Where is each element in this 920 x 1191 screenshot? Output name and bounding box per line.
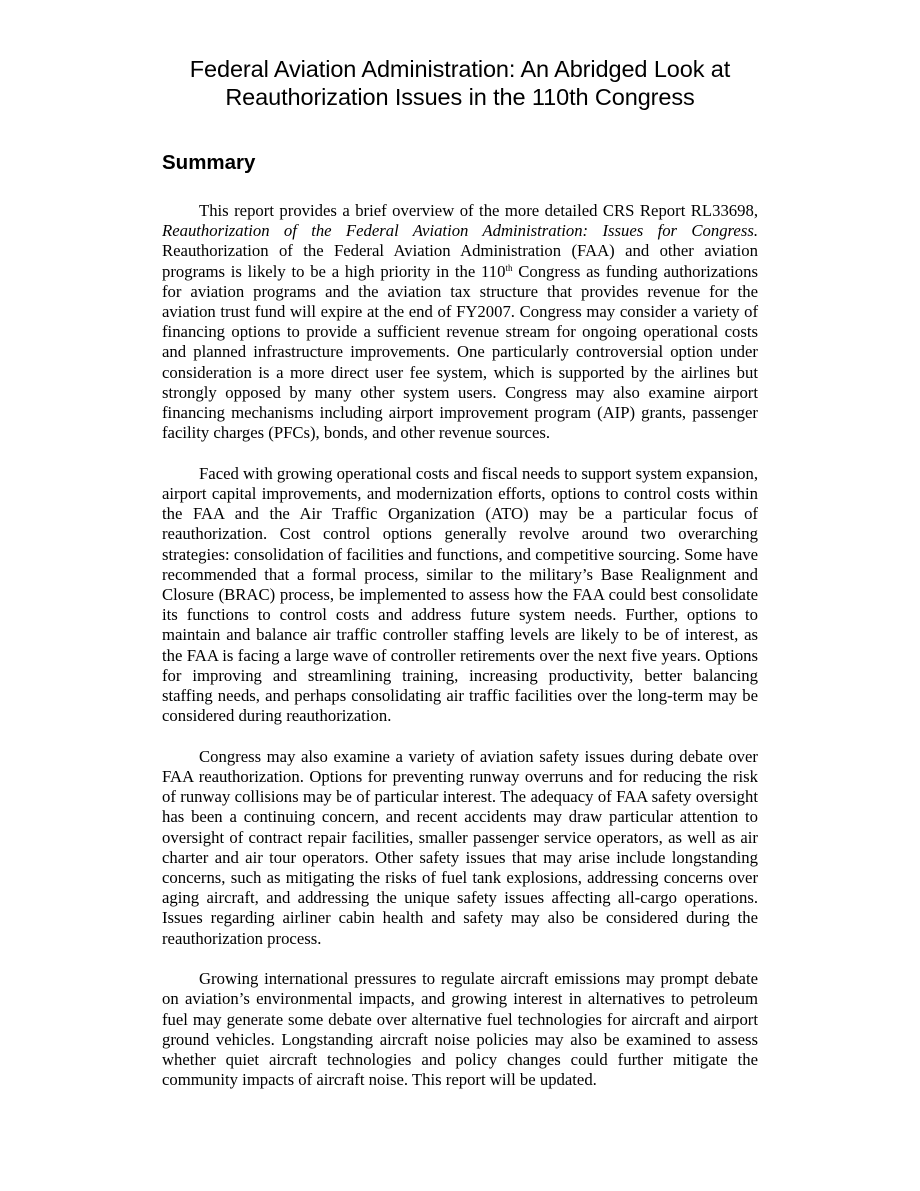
cited-report-title: Reauthorization of the Federal Aviation Administration: Issues for Congress.: [162, 221, 758, 241]
document-title: [162, 55, 758, 111]
paragraph-1-text-c: Congress as funding authorizations for aviation programs and the aviation tax structure that provides revenue for the aviation trust fund will expire at the end of FY2007. Congress may consider a variety of financing options to provide a sufficient revenue stream for ongoing operational costs and planned infrastructure improvements. One particularly controversial option under consideration is a more direct user fee system, which is supported by the airlines but strongly opposed by many other system users. Congress may also examine airport financing mechanisms including airport improvement program (AIP) grants, passenger facility charges (PFCs), bonds, and other revenue sources.: [162, 261, 758, 443]
ordinal-superscript: th: [505, 262, 513, 273]
summary-heading: Summary: [162, 151, 256, 174]
summary-paragraph-1: [162, 201, 758, 443]
summary-paragraph-4: Growing international pressures to regulate aircraft emissions may prompt debate on aviation’s environmental impacts, and growing interest in alternatives to petroleum fuel may generate some debate over alternative fuel technologies for aircraft and airport ground vehicles. Longstanding aircraft noise policies may also be examined to assess whether quiet aircraft technologies and policy changes could further mitigate the community impacts of aircraft noise. This report will be updated.: [162, 969, 758, 1090]
title-line-2: Reauthorization Issues in the 110th Congress: [225, 84, 695, 110]
title-line-1: Federal Aviation Administration: An Abridged Look at: [189, 56, 731, 82]
paragraph-1-text-a: This report provides a brief overview of the more detailed CRS Report RL33698,: [199, 201, 758, 220]
summary-paragraph-2: Faced with growing operational costs and fiscal needs to support system expansion, airport capital improvements, and modernization efforts, options to control costs within the FAA and the Air Traffic Organization (ATO) may be a particular focus of reauthorization. Cost control options generally revolve around two overarching strategies: consolidation of facilities and functions, and competitive sourcing. Some have recommended that a formal process, similar to the military’s Base Realignment and Closure (BRAC) process, be implemented to assess how the FAA could best consolidate its functions to control costs and address future system needs. Further, options to maintain and balance air traffic controller staffing levels are likely to be of interest, as the FAA is facing a large wave of controller retirements over the next five years. Options for improving and streamlining training, increasing productivity, better balancing staffing needs, and perhaps consolidating air traffic facilities over the long-term may be considered during reauthorization.: [162, 463, 758, 726]
document-page: [162, 55, 758, 1091]
summary-paragraph-3: Congress may also examine a variety of aviation safety issues during debate over FAA reauthorization. Options for preventing runway overruns and for reducing the risk of runway collisions may be of particular interest. The adequacy of FAA safety oversight has been a continuing concern, and recent accidents may draw particular attention to oversight of contract repair facilities, smaller passenger service operators, as well as air charter and air tour operators. Other safety issues that may arise include longstanding concerns, such as mitigating the risks of fuel tank explosions, addressing concerns over aging aircraft, and addressing the unique safety issues affecting all-cargo operations. Issues regarding airliner cabin health and safety may also be considered during the reauthorization process.: [162, 746, 758, 948]
paragraph-1-text-b: Reauthorization of the Federal Aviation Administration (FAA) and other aviation programs is likely to be a high priority in the 110: [162, 241, 758, 281]
